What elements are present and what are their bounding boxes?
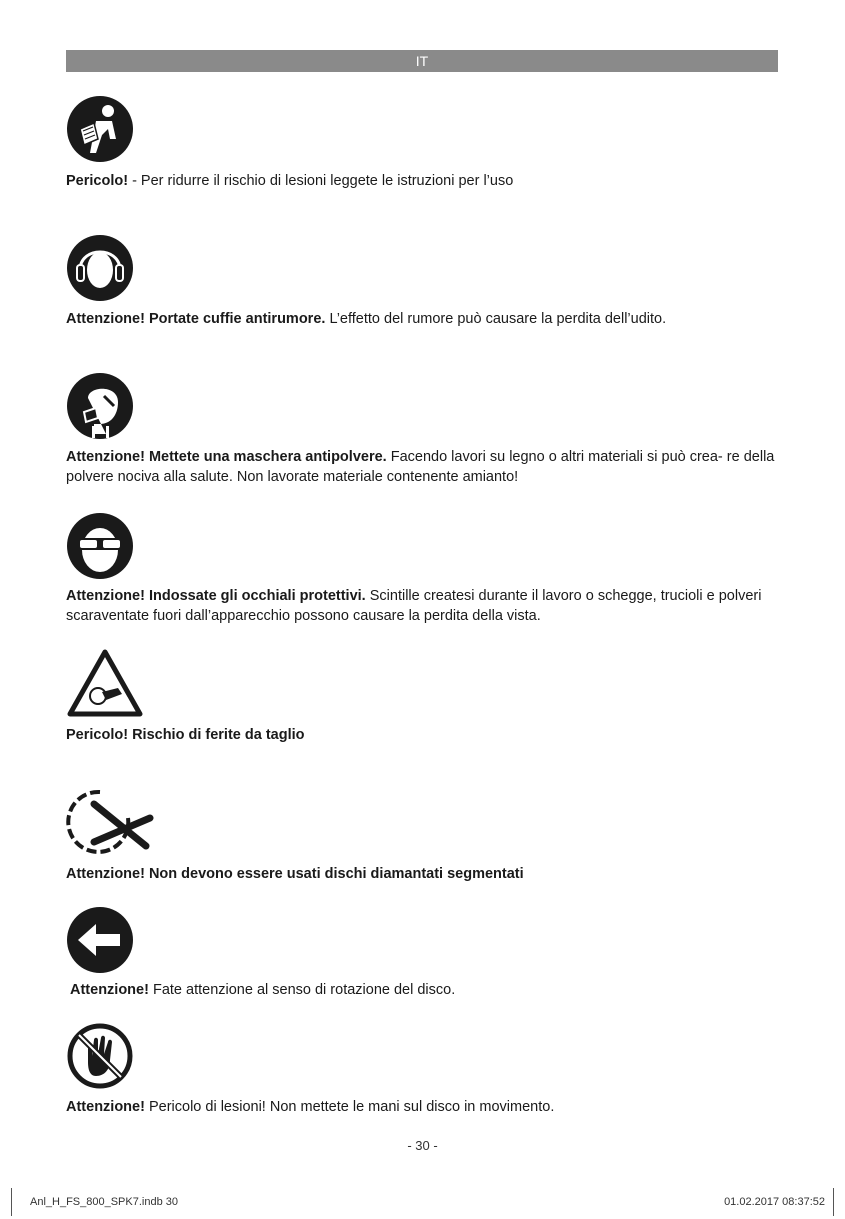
warning-text-no-hands <box>66 1097 778 1117</box>
warning-title: Attenzione! <box>66 1099 145 1115</box>
warning-title: Attenzione! Portate cuffie antirumore. <box>66 311 326 327</box>
warning-body: Fate attenzione al senso di rotazione del disco. <box>148 982 456 998</box>
warning-title: Attenzione! Mettete una maschera antipolvere. <box>66 449 387 465</box>
read-manual-icon <box>66 95 134 163</box>
warning-text-safety-goggles <box>66 586 778 626</box>
ear-protection-icon <box>66 234 134 302</box>
no-segmented-disc-icon <box>66 788 158 856</box>
warning-title: Pericolo! <box>66 173 129 189</box>
warning-title: Pericolo! Rischio di ferite da taglio <box>66 727 305 743</box>
warning-text-dust-mask <box>66 447 778 487</box>
cut-hazard-icon <box>66 648 144 718</box>
warning-title: Attenzione! Indossate gli occhiali protettivi. <box>66 588 366 604</box>
footer-rule-right <box>833 1188 834 1216</box>
warning-title: Attenzione! Non devono essere usati dischi diamantati segmentati <box>66 866 524 882</box>
language-header-bar <box>66 50 778 72</box>
language-label: IT <box>415 53 429 69</box>
warning-text-rotation-direction <box>70 980 782 1000</box>
footer-rule-left <box>11 1188 12 1216</box>
footer-timestamp: 01.02.2017 08:37:52 <box>724 1196 825 1208</box>
rotation-direction-icon <box>66 906 134 974</box>
safety-goggles-icon <box>66 512 134 580</box>
no-hands-icon <box>66 1022 134 1090</box>
warning-body: L’effetto del rumore può causare la perdita dell’udito. <box>325 311 667 327</box>
dust-mask-icon <box>66 372 134 440</box>
page-number: - 30 - <box>407 1138 438 1153</box>
footer-file-name: Anl_H_FS_800_SPK7.indb 30 <box>30 1196 178 1208</box>
warning-body: Scintille createsi durante il lavoro o schegge, trucioli e polveri scaraventate fuori dall’apparecchio possono causare la perdita della vista. <box>66 588 762 624</box>
warning-text-no-segmented-disc <box>66 864 778 884</box>
warning-title: Attenzione! <box>70 982 149 998</box>
warning-text-read-manual <box>66 171 778 191</box>
warning-body: - Per ridurre il rischio di lesioni leggete le istruzioni per l’uso <box>128 173 514 189</box>
warning-text-ear-protection <box>66 309 778 329</box>
warning-body: Pericolo di lesioni! Non mettete le mani sul disco in movimento. <box>144 1099 555 1115</box>
warning-body: Facendo lavori su legno o altri materiali si può crea- re della polvere nociva alla salute. Non lavorate materiale contenente amianto! <box>66 449 775 485</box>
warning-text-cut-hazard <box>66 725 778 745</box>
